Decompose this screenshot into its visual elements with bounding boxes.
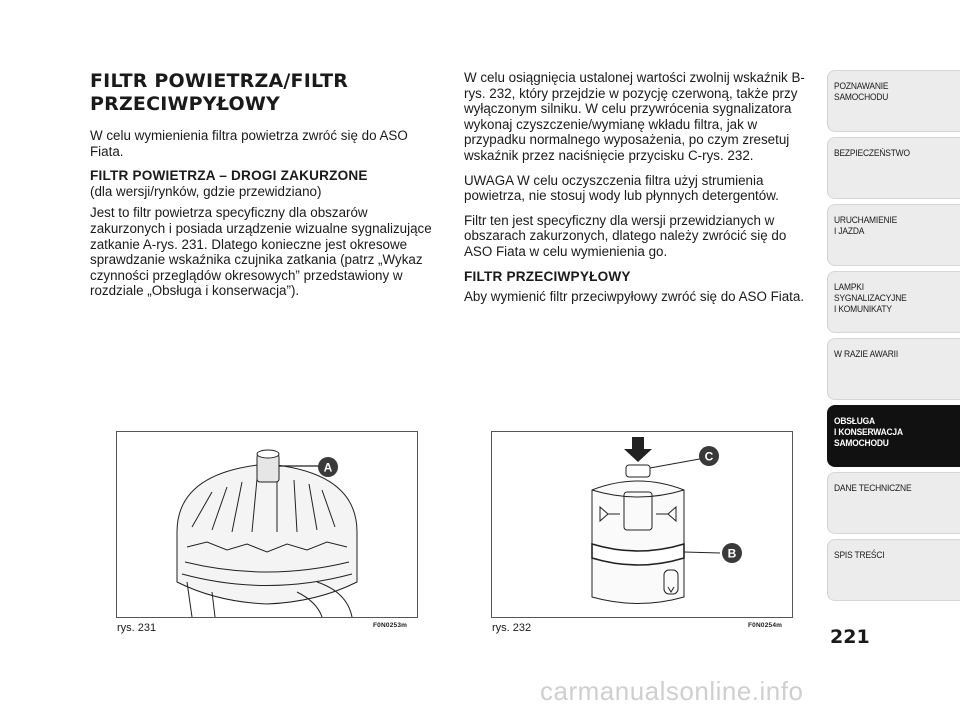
callout-c-label: C xyxy=(704,449,714,464)
intro-paragraph: W celu wymienienia filtra powietrza zwróć się do ASO Fiata. xyxy=(90,128,408,159)
tab-uruchamienie-i-jazda[interactable] xyxy=(827,204,960,266)
tab-label: BEZPIECZEŃSTWO xyxy=(834,148,910,159)
section-title: FILTR POWIETRZA/FILTR PRZECIWPYŁOWY xyxy=(90,70,349,115)
tab-dane-techniczne[interactable] xyxy=(827,472,960,534)
push-arrow-icon xyxy=(624,437,652,462)
callout-b-label: B xyxy=(727,546,737,561)
figure-231 xyxy=(116,431,418,618)
air-filter-illustration xyxy=(117,432,417,617)
pollen-filter-paragraph: Aby wymienić filtr przeciwpyłowy zwróć się do ASO Fiata. xyxy=(464,289,805,305)
callout-a-label: A xyxy=(323,460,333,475)
page-number: 221 xyxy=(830,626,870,648)
dusty-filter-paragraph: Jest to filtr powietrza specyficzny dla obszarów zakurzonych i posiada urządzenie wizualne sygnalizujące zatkanie A-rys. 231. Dlatego konieczne jest okresowe sprawdzanie wskaźnika czujnika zatkania (patrz „Wykaz czynności przeglądów okresowych” przedstawiony w rozdziale „Obsługa i konserwacja”). xyxy=(90,205,432,299)
tab-label: URUCHAMIENIE I JAZDA xyxy=(834,215,898,237)
subheading-dusty-roads: FILTR POWIETRZA – DROGI ZAKURZONE xyxy=(90,168,368,184)
subheading-pollen-filter: FILTR PRZECIWPYŁOWY xyxy=(464,268,631,284)
tab-label: POZNAWANIE SAMOCHODU xyxy=(834,81,889,103)
tab-poznawanie-samochodu[interactable] xyxy=(827,70,960,132)
tab-lampki-sygnalizacyjne[interactable] xyxy=(827,271,960,333)
tab-obsluga-i-konserwacja[interactable] xyxy=(827,405,960,467)
tab-label: LAMPKI SYGNALIZACYJNE I KOMUNIKATY xyxy=(834,282,907,315)
tab-label: W RAZIE AWARII xyxy=(834,349,898,360)
figure-231-caption: rys. 231 xyxy=(117,622,157,634)
tab-w-razie-awarii[interactable] xyxy=(827,338,960,400)
tab-spis-tresci[interactable] xyxy=(827,539,960,601)
right-column xyxy=(464,70,816,314)
version-paragraph: Filtr ten jest specyficzny dla wersji przewidzianych w obszarach zakurzonych, dlatego należy zwrócić się do ASO Fiata w celu wymienienia go. xyxy=(464,212,787,259)
note-paragraph: UWAGA W celu oczyszczenia filtra użyj strumienia powietrza, nie stosuj wody lub płynnych detergentów. xyxy=(464,172,779,204)
tab-label: OBSŁUGA I KONSERWACJA SAMOCHODU xyxy=(834,416,903,449)
left-column xyxy=(90,70,435,308)
pollen-filter-indicator-illustration xyxy=(492,432,792,617)
tab-label: SPIS TREŚCI xyxy=(834,550,885,561)
figure-232 xyxy=(491,431,793,618)
indicator-paragraph: W celu osiągnięcia ustalonej wartości zwolnij wskaźnik B-rys. 232, który przejdzie w pozycję czerwoną, także przy wyłączonym silniku. W celu przywrócenia sygnalizatora wykonaj czyszczenie/wymianę wkładu filtra, jak w przypadku normalnego wyposażenia, po czym zresetuj wskaźnik przez naciśnięcie przycisku C-rys. 232. xyxy=(464,70,805,163)
watermark: carmanualsonline.info xyxy=(540,676,804,706)
figure-231-code: F0N0253m xyxy=(373,622,408,629)
chapter-tabs xyxy=(827,70,960,606)
tab-bezpieczenstwo[interactable] xyxy=(827,137,960,199)
subheading-note: (dla wersji/rynków, gdzie przewidziano) xyxy=(90,183,322,199)
figure-232-caption: rys. 232 xyxy=(492,622,532,634)
tab-label: DANE TECHNICZNE xyxy=(834,483,912,494)
figure-232-code: F0N0254m xyxy=(748,622,783,629)
